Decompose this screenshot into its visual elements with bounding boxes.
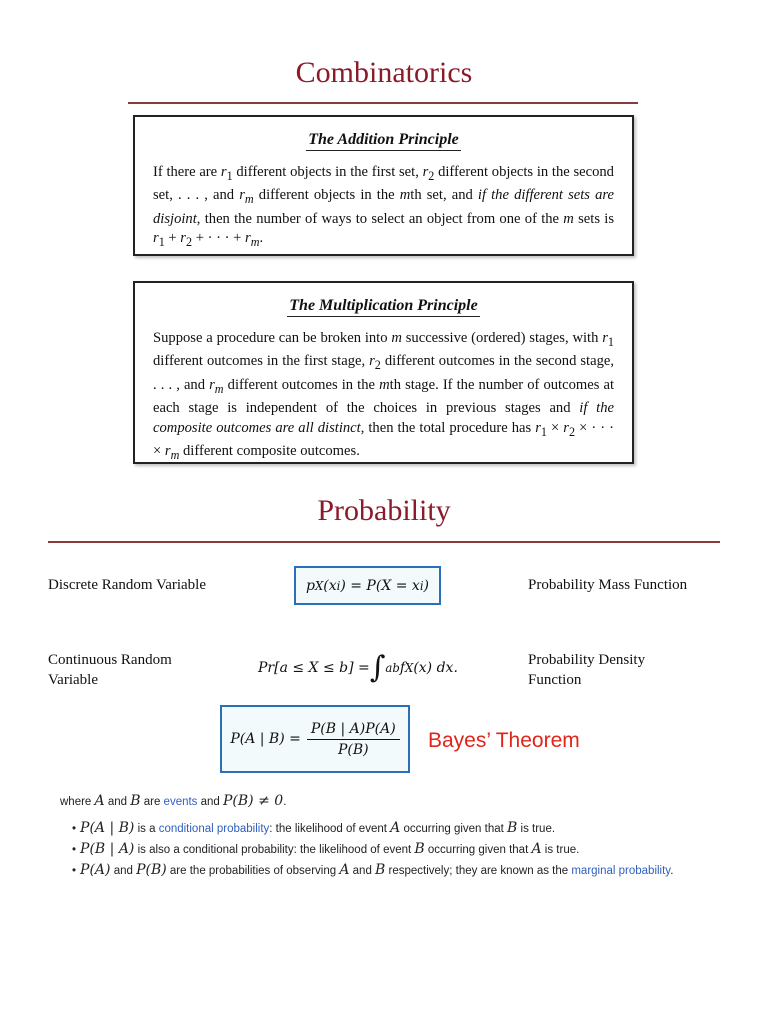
probability-divider — [48, 541, 720, 543]
pdf-name: Probability Density Function — [528, 652, 646, 688]
bayes-where-note: where A and B are events and P(B) ≠ 0. — [60, 793, 287, 809]
pmf-formula: p X (x i ) = P(X = x i ) — [294, 566, 441, 605]
pmf-name: Probability Mass Function — [528, 577, 688, 593]
multiplication-principle-box — [133, 281, 634, 464]
combinatorics-title: Combinatorics — [295, 56, 473, 89]
addition-principle-box — [133, 115, 634, 256]
discrete-label: Discrete Random Variable — [48, 577, 207, 593]
multiplication-principle-title: The Multiplication Principle — [135, 297, 632, 315]
list-item: • P(B | A) is also a conditional probability: the likelihood of event B occurring given that A is true. — [72, 841, 750, 857]
combinatorics-divider — [128, 102, 638, 104]
list-item: • P(A) and P(B) are the probabilities of observing A and B respectively; they are known as the marginal probability. — [72, 862, 750, 878]
multiplication-principle-text: Suppose a procedure can be broken into m successive (ordered) stages, with $r_1$ different outcomes in the first stage, $r_2$ different outcomes in the second stage, . . . , and $r_m$ different outcomes in the mth stage. If the number of outcomes at each stage is independent of the choices in previous stages and if the composite outcomes are all distinct, then the total procedure has $r_1 \times r_2$ × · · · × $r_m$ different composite outcomes. — [153, 330, 615, 463]
bayes-formula — [220, 705, 410, 773]
bayes-theorem-label: Bayes’ Theorem — [428, 729, 580, 752]
continuous-label: Continuous Random Variable — [48, 652, 172, 688]
bayes-lhs: P(A | B) = — [230, 731, 301, 747]
pdf-formula: Pr[a ≤ X ≤ b] = ∫ a b f X (x) dx. — [258, 650, 458, 685]
addition-principle-text: If there are $r_1$ different objects in the first set, $r_2$ different objects in the second set, . . . , and $r_m$ different objects in the mth set, and if the different sets are disjoint, then the number of ways to select an object from one of the m sets is $r_1 + r_2$ + · · · + $r_m$. — [153, 164, 615, 250]
bayes-notes-list — [60, 820, 750, 883]
addition-principle-title: The Addition Principle — [135, 131, 632, 149]
list-item: • P(A | B) is a conditional probability: the likelihood of event A occurring given that B is true. — [72, 820, 750, 836]
bayes-fraction — [307, 721, 400, 758]
bayes-numerator: P(B | A)P(A) — [307, 721, 400, 740]
bayes-denominator: P(B) — [337, 741, 369, 758]
probability-title: Probability — [317, 494, 451, 527]
